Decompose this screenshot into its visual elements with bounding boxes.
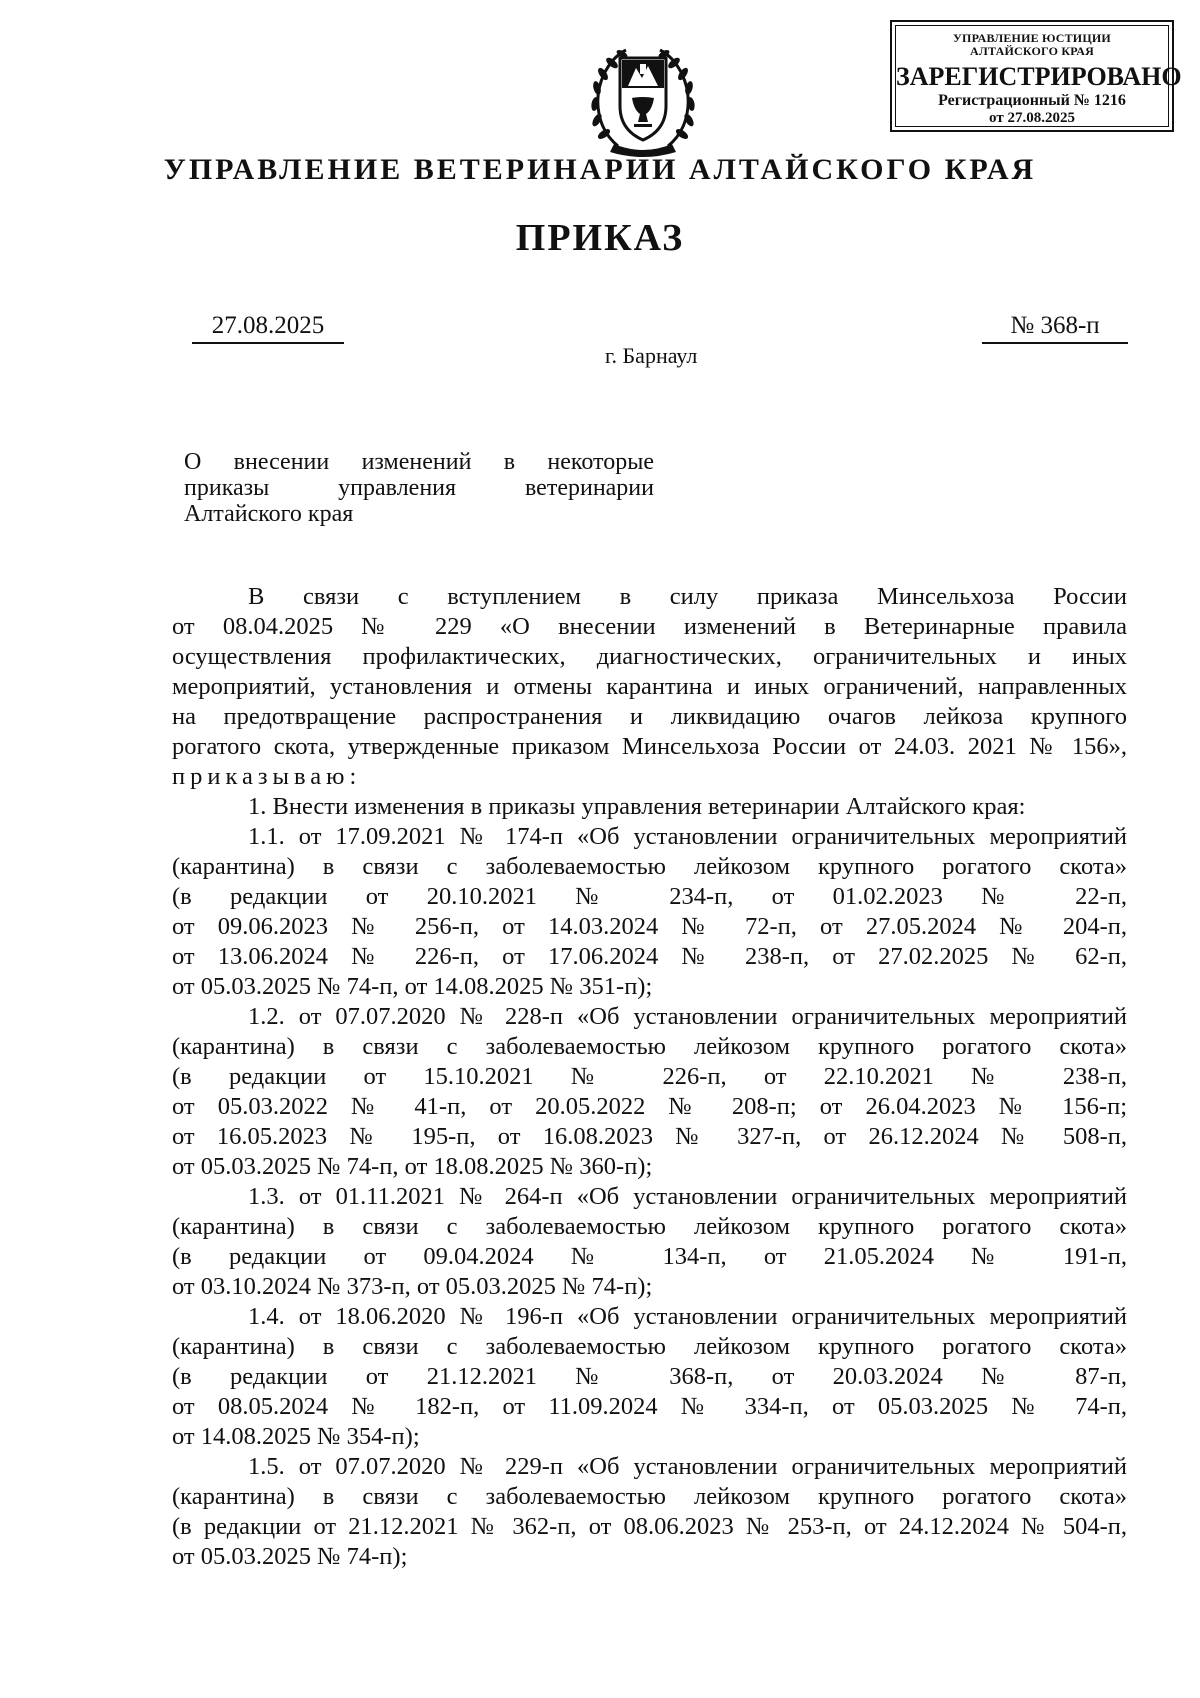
registration-stamp-frame bbox=[895, 25, 1182, 127]
body-line: от 03.10.2024 № 373-п, от 05.03.2025 № 74-п); bbox=[172, 1273, 653, 1300]
body-line: от 14.08.2025 № 354-п); bbox=[172, 1423, 420, 1450]
body-line: 1.3. от 01.11.2021 № 264-п «Об установлении ограничительных мероприятий bbox=[248, 1183, 1127, 1210]
body-line: 1.4. от 18.06.2020 № 196-п «Об установлении ограничительных мероприятий bbox=[248, 1303, 1127, 1330]
stamp-organization bbox=[896, 32, 1168, 58]
body-line: (в редакции от 15.10.2021 № 226-п, от 22.10.2021 № 238-п, bbox=[172, 1063, 1127, 1090]
body-line: (в редакции от 09.04.2024 № 134-п, от 21.05.2024 № 191-п, bbox=[172, 1243, 1127, 1270]
item-1-4 bbox=[172, 1302, 1127, 1452]
body-line: 1.1. от 17.09.2021 № 174-п «Об установлении ограничительных мероприятий bbox=[248, 823, 1127, 850]
document-type: ПРИКАЗ bbox=[515, 217, 685, 259]
body-line: от 05.03.2025 № 74-п, от 18.08.2025 № 360-п); bbox=[172, 1153, 653, 1180]
body-line: (карантина) в связи с заболеваемостью лейкозом крупного рогатого скота» bbox=[172, 853, 1127, 880]
organization-title: УПРАВЛЕНИЕ ВЕТЕРИНАРИИ АЛТАЙСКОГО КРАЯ bbox=[163, 153, 1037, 186]
item-1-3 bbox=[172, 1182, 1127, 1302]
body-line: (в редакции от 20.10.2021 № 234-п, от 01.02.2023 № 22-п, bbox=[172, 883, 1127, 910]
item-1-2 bbox=[172, 1002, 1127, 1182]
body-line: (карантина) в связи с заболеваемостью лейкозом крупного рогатого скота» bbox=[172, 1033, 1127, 1060]
body-line: (карантина) в связи с заболеваемостью лейкозом крупного рогатого скота» bbox=[172, 1213, 1127, 1240]
body-line: от 08.04.2025 № 229 «О внесении изменений в Ветеринарные правила bbox=[172, 613, 1127, 640]
order-body bbox=[172, 582, 1127, 1572]
body-line: (в редакции от 21.12.2021 № 362-п, от 08.06.2023 № 253-п, от 24.12.2024 № 504-п, bbox=[172, 1513, 1127, 1540]
order-number: № 368-п bbox=[982, 312, 1128, 344]
body-line: (карантина) в связи с заболеваемостью лейкозом крупного рогатого скота» bbox=[172, 1483, 1127, 1510]
registration-stamp bbox=[890, 20, 1182, 132]
item-1-5 bbox=[172, 1452, 1127, 1572]
item-1: 1. Внести изменения в приказы управления ветеринарии Алтайского края: bbox=[248, 793, 1026, 820]
order-word: приказываю: bbox=[172, 763, 362, 790]
subject-line: О внесении изменений в некоторые bbox=[184, 449, 654, 475]
altai-krai-coat-of-arms-icon bbox=[584, 38, 702, 158]
body-line: от 08.05.2024 № 182-п, от 11.09.2024 № 334-п, от 05.03.2025 № 74-п, bbox=[172, 1393, 1127, 1420]
order-city: г. Барнаул bbox=[605, 343, 698, 368]
body-line: от 05.03.2025 № 74-п, от 14.08.2025 № 351-п); bbox=[172, 973, 653, 1000]
stamp-org-line-2: АЛТАЙСКОГО КРАЯ bbox=[970, 44, 1094, 58]
body-line: рогатого скота, утвержденные приказом Минсельхоза России от 24.03. 2021 № 156», bbox=[172, 733, 1127, 760]
stamp-registration-number: Регистрационный № 1216 bbox=[938, 92, 1126, 109]
stamp-org-line-1: УПРАВЛЕНИЕ ЮСТИЦИИ bbox=[953, 31, 1111, 45]
body-line: от 09.06.2023 № 256-п, от 14.03.2024 № 72-п, от 27.05.2024 № 204-п, bbox=[172, 913, 1127, 940]
order-date: 27.08.2025 bbox=[192, 312, 344, 344]
body-line: от 16.05.2023 № 195-п, от 16.08.2023 № 327-п, от 26.12.2024 № 508-п, bbox=[172, 1123, 1127, 1150]
item-1-1 bbox=[172, 822, 1127, 1002]
body-line: 1.2. от 07.07.2020 № 228-п «Об установлении ограничительных мероприятий bbox=[248, 1003, 1127, 1030]
body-line: (карантина) в связи с заболеваемостью лейкозом крупного рогатого скота» bbox=[172, 1333, 1127, 1360]
body-line: от 05.03.2022 № 41-п, от 20.05.2022 № 208-п; от 26.04.2023 № 156-п; bbox=[172, 1093, 1127, 1120]
body-line: (в редакции от 21.12.2021 № 368-п, от 20.03.2024 № 87-п, bbox=[172, 1363, 1127, 1390]
body-line: от 13.06.2024 № 226-п, от 17.06.2024 № 238-п, от 27.02.2025 № 62-п, bbox=[172, 943, 1127, 970]
order-subject bbox=[184, 449, 654, 527]
body-line: на предотвращение распространения и ликвидацию очагов лейкоза крупного bbox=[172, 703, 1127, 730]
stamp-date: от 27.08.2025 bbox=[989, 110, 1075, 126]
body-line: от 05.03.2025 № 74-п); bbox=[172, 1543, 408, 1570]
body-line: осуществления профилактических, диагностических, ограничительных и иных bbox=[172, 643, 1127, 670]
body-line: 1.5. от 07.07.2020 № 229-п «Об установлении ограничительных мероприятий bbox=[248, 1453, 1127, 1480]
body-line: мероприятий, установления и отмены карантина и иных ограничений, направленных bbox=[172, 673, 1127, 700]
subject-line: Алтайского края bbox=[184, 501, 354, 527]
preamble-paragraph bbox=[172, 582, 1127, 792]
subject-line: приказы управления ветеринарии bbox=[184, 475, 654, 501]
stamp-title: ЗАРЕГИСТРИРОВАНО bbox=[896, 62, 1182, 91]
body-line: В связи с вступлением в силу приказа Минсельхоза России bbox=[248, 583, 1127, 610]
